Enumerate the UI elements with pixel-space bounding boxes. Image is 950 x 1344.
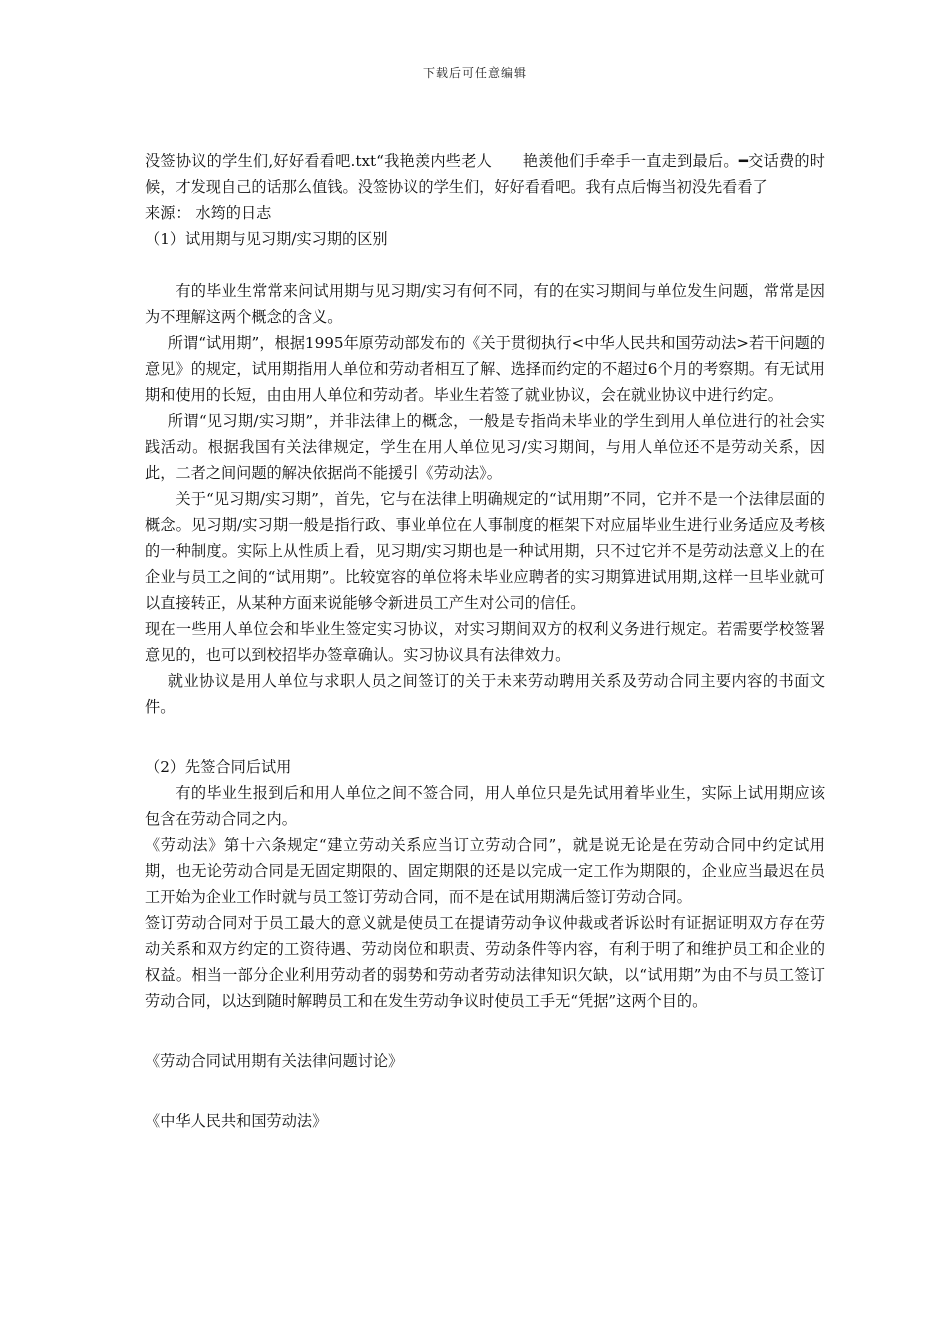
intro-paragraph: 没签协议的学生们,好好看看吧.txt“我艳羡内些老人 艳羡他们手牵手一直走到最后。━交话费的时候，才发现自己的话那么值钱。没签协议的学生们，好好看看吧。我有点后悔当初没先看看了 bbox=[145, 152, 825, 196]
section1-heading: （1）试用期与见习期/实习期的区别 bbox=[145, 230, 388, 248]
section1-paragraph-4: 关于“见习期/实习期”，首先，它与在法律上明确规定的“试用期”不同，它并不是一个法律层面的概念。见习期/实习期一般是指行政、事业单位在人事制度的框架下对应届毕业生进行业务适应及考核的一种制度。实际上从性质上看，见习期/实习期也是一种试用期，只不过它并不是劳动法意义上的在企业与员工之间的“试用期”。比较宽容的单位将未毕业应聘者的实习期算进试用期,这样一旦毕业就可以直接转正，从某种方面来说能够令新进员工产生对公司的信任。 bbox=[145, 490, 825, 612]
spacer bbox=[145, 252, 825, 278]
spacer bbox=[145, 1014, 825, 1048]
section1-paragraph-3: 所谓“见习期/实习期”，并非法律上的概念，一般是专指尚未毕业的学生到用人单位进行的社会实践活动。根据我国有关法律规定，学生在用人单位见习/实习期间，与用人单位还不是劳动关系，因此，二者之间问题的解决依据尚不能援引《劳动法》。 bbox=[145, 412, 825, 482]
reference-1: 《劳动合同试用期有关法律问题讨论》 bbox=[145, 1052, 404, 1070]
spacer bbox=[145, 1074, 825, 1108]
section1-paragraph-5: 现在一些用人单位会和毕业生签定实习协议，对实习期间双方的权利义务进行规定。若需要学校签署意见的，也可以到校招毕办签章确认。实习协议具有法律效力。 bbox=[145, 620, 825, 664]
document-body bbox=[145, 148, 825, 1134]
section2-heading: （2）先签合同后试用 bbox=[145, 758, 292, 776]
spacer bbox=[145, 720, 825, 754]
section2-paragraph-2: 《劳动法》第十六条规定“建立劳动关系应当订立劳动合同”，就是说无论是在劳动合同中约定试用期，也无论劳动合同是无固定期限的、固定期限的还是以完成一定工作为期限的，企业应当最迟在员工开始为企业工作时就与员工签订劳动合同，而不是在试用期满后签订劳动合同。 bbox=[145, 836, 825, 906]
section1-paragraph-1: 有的毕业生常常来问试用期与见习期/实习有何不同，有的在实习期间与单位发生问题，常常是因为不理解这两个概念的含义。 bbox=[145, 282, 825, 326]
source-line: 来源： 水筠的日志 bbox=[145, 204, 272, 222]
section1-paragraph-2: 所谓“试用期”，根据1995年原劳动部发布的《关于贯彻执行<中华人民共和国劳动法>若干问题的意见》的规定，试用期指用人单位和劳动者相互了解、选择而约定的不超过6个月的考察期。有无试用期和使用的长短，由由用人单位和劳动者。毕业生若签了就业协议，会在就业协议中进行约定。 bbox=[145, 334, 825, 404]
section1-paragraph-6: 就业协议是用人单位与求职人员之间签订的关于未来劳动聘用关系及劳动合同主要内容的书面文件。 bbox=[145, 672, 825, 716]
section2-paragraph-1: 有的毕业生报到后和用人单位之间不签合同，用人单位只是先试用着毕业生，实际上试用期应该包含在劳动合同之内。 bbox=[145, 784, 825, 828]
page-header: 下载后可任意编辑 bbox=[422, 66, 527, 80]
section2-paragraph-3: 签订劳动合同对于员工最大的意义就是使员工在提请劳动争议仲裁或者诉讼时有证据证明双方存在劳动关系和双方约定的工资待遇、劳动岗位和职责、劳动条件等内容，有利于明了和维护员工和企业的权益。相当一部分企业利用劳动者的弱势和劳动者劳动法律知识欠缺，以“试用期”为由不与员工签订劳动合同，以达到随时解聘员工和在发生劳动争议时使员工手无“凭据”这两个目的。 bbox=[145, 914, 825, 1010]
reference-2: 《中华人民共和国劳动法》 bbox=[145, 1112, 328, 1130]
